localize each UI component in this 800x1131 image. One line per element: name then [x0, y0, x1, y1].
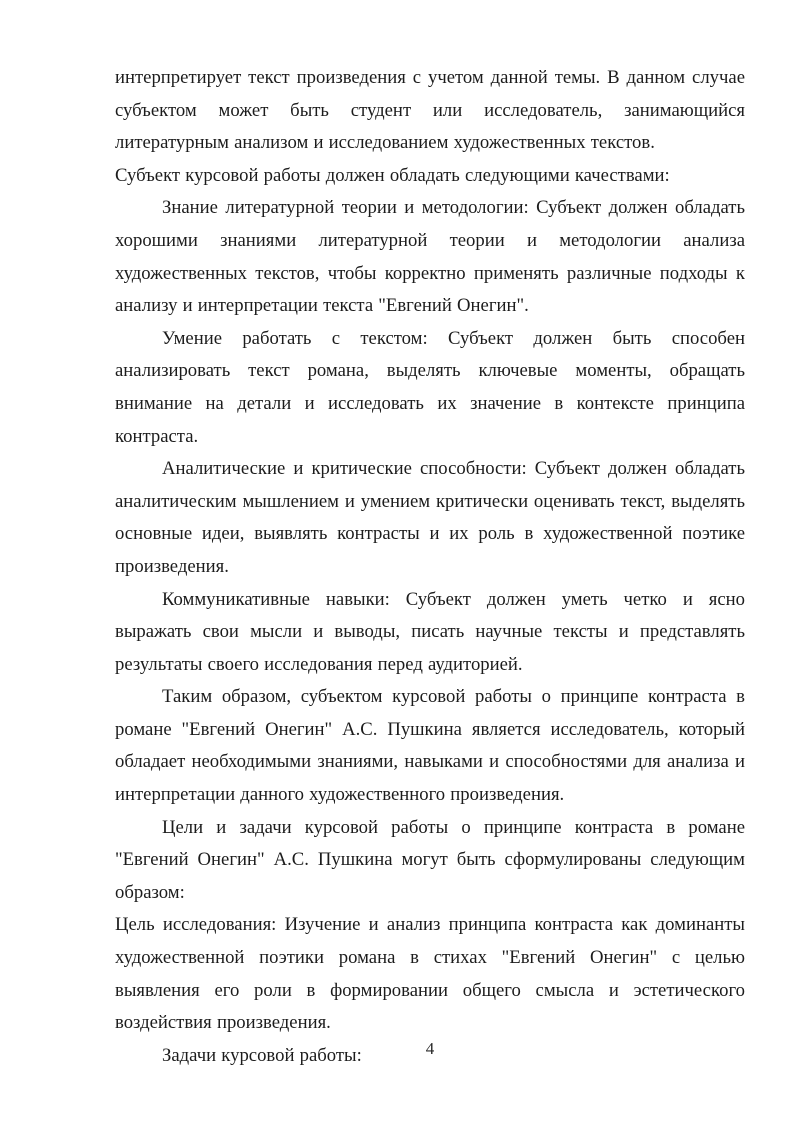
text-body — [115, 62, 745, 1072]
paragraph: Цель исследования: Изучение и анализ принципа контраста как доминанты художественной поэтики романа в стихах "Евгений Онегин" с целью выявления его роли в формировании общего смысла и эстетического воздействия произведения. — [115, 914, 745, 1034]
paragraph: Коммуникативные навыки: Субъект должен уметь четко и ясно выражать свои мысли и выводы, писать научные тексты и представлять результаты своего исследования перед аудиторией. — [115, 588, 745, 675]
paragraph: Цели и задачи курсовой работы о принципе контраста в романе "Евгений Онегин" А.С. Пушкина могут быть сформулированы следующим образом: — [115, 816, 745, 903]
page-number: 4 — [425, 1039, 435, 1058]
paragraph: Аналитические и критические способности: Субъект должен обладать аналитическим мышлением и умением критически оценивать текст, выделять основные идеи, выявлять контрасты и их роль в художественной поэтике произведения. — [115, 458, 745, 577]
paragraph: Таким образом, субъектом курсовой работы о принципе контраста в романе "Евгений Онегин" А.С. Пушкина является исследователь, который обладает необходимыми знаниями, навыками и способностями для анализа и интерпретации данного художественного произведения. — [115, 686, 745, 806]
paragraph: Субъект курсовой работы должен обладать следующими качествами: — [115, 164, 670, 186]
paragraph: Задачи курсовой работы: — [162, 1044, 362, 1066]
paragraph: Умение работать с текстом: Субъект должен быть способен анализировать текст романа, выделять ключевые моменты, обращать внимание на детали и исследовать их значение в контексте принципа контраста. — [115, 327, 745, 447]
paragraph: Знание литературной теории и методологии: Субъект должен обладать хорошими знаниями литературной теории и методологии анализа художественных текстов, чтобы корректно применять различные подходы к анализу и интерпретации текста "Евгений Онегин". — [115, 197, 745, 317]
paragraph: интерпретирует текст произведения с учетом данной темы. В данном случае субъектом может быть студент или исследователь, занимающийся литературным анализом и исследованием художественных текстов. — [115, 67, 745, 154]
